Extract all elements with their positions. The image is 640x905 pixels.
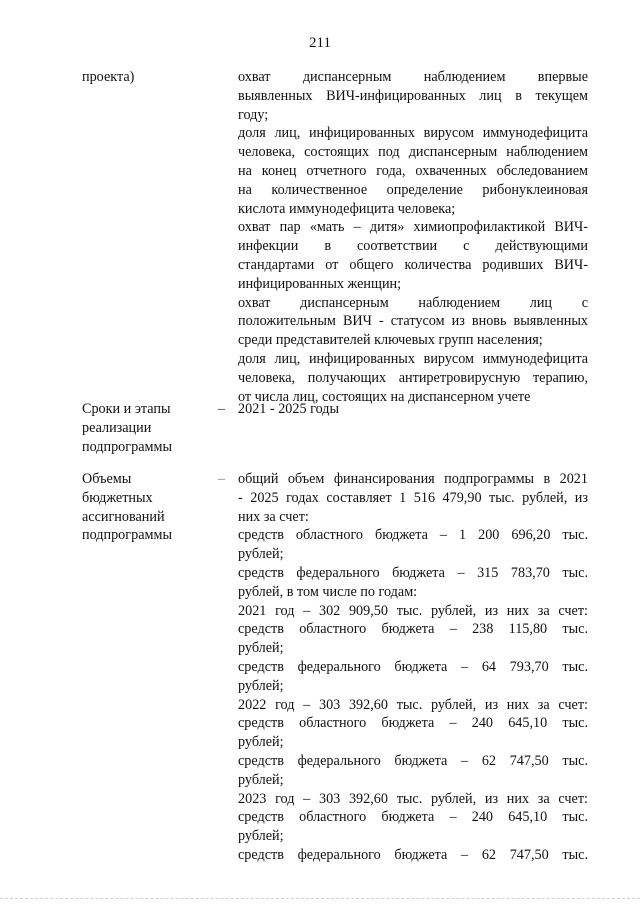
page-bottom-edge	[0, 898, 640, 899]
indicators-text	[238, 68, 588, 406]
text-line: инфицированных женщин;	[238, 275, 402, 292]
label-line: Сроки и этапы	[82, 401, 171, 417]
text-line: общий объем финансирования подпрограммы в 2021	[238, 471, 588, 487]
text-line: средств федерального бюджета – 62 747,50 тыс.	[238, 752, 588, 769]
text-line: среди представителей ключевых групп населения;	[238, 332, 543, 349]
label-line: реализации	[82, 419, 152, 436]
text-line: выявленных ВИЧ-инфицированных лиц в текущем	[238, 87, 588, 104]
text-line: рублей;	[238, 828, 284, 845]
text-line: рублей;	[238, 640, 284, 657]
text-line: рублей, в том числе по годам:	[238, 583, 418, 600]
text-line: доля лиц, инфицированных вирусом иммунодефицита	[238, 125, 588, 142]
separator-dash: –	[218, 471, 226, 487]
text-line: средств федерального бюджета – 315 783,70 тыс.	[238, 564, 588, 581]
text-line: от числа лиц, состоящих на диспансерном учете	[238, 388, 531, 405]
text-line: человека, получающих антиретровирусную терапию,	[238, 369, 588, 386]
text-line: охват пар «мать – дитя» химиопрофилактикой ВИЧ-	[238, 219, 588, 236]
text-line: охват диспансерным наблюдением лиц с	[238, 294, 588, 311]
text-line: положительным ВИЧ - статусом из вновь выявленных	[238, 313, 588, 330]
text-line: инфекции в соответствии с действующими	[238, 238, 588, 255]
indicators-label: проекта)	[82, 69, 135, 85]
text-line: на конец отчетного года, охваченных обследованием	[238, 162, 588, 179]
label-line: Объемы	[82, 471, 132, 487]
text-line: средств областного бюджета – 240 645,10 тыс.	[238, 715, 588, 732]
text-line: кислота иммунодефицита человека;	[238, 200, 456, 217]
text-line: рублей;	[238, 677, 284, 694]
page-number: 211	[309, 35, 331, 51]
text-line: охват диспансерным наблюдением впервые	[238, 69, 588, 85]
text-line: них за счет:	[238, 508, 309, 525]
text-line: 2021 год – 302 909,50 тыс. рублей, из них за счет:	[238, 602, 588, 619]
text-line: доля лиц, инфицированных вирусом иммунодефицита	[238, 350, 588, 367]
text-line: рублей;	[238, 734, 284, 751]
separator-dash: –	[218, 401, 226, 417]
text-line: человека, состоящих под диспансерным наблюдением	[238, 144, 588, 161]
text-line: рублей;	[238, 546, 284, 563]
label-line: подпрограммы	[82, 438, 172, 455]
terms-value	[238, 400, 588, 419]
text-line: средств областного бюджета – 240 645,10 тыс.	[238, 809, 588, 826]
text-line: рублей;	[238, 771, 284, 788]
text-line: 2023 год – 303 392,60 тыс. рублей, из них за счет:	[238, 790, 588, 807]
text-line: средств областного бюджета – 1 200 696,20 тыс.	[238, 527, 588, 544]
text-line: средств федерального бюджета – 64 793,70 тыс.	[238, 658, 588, 675]
text-line: 2021 - 2025 годы	[238, 401, 340, 417]
label-line: бюджетных	[82, 489, 153, 506]
text-line: средств федерального бюджета – 62 747,50 тыс.	[238, 846, 588, 863]
terms-label	[82, 400, 212, 456]
budget-label	[82, 470, 212, 545]
text-line: году;	[238, 106, 269, 123]
text-line: - 2025 годах составляет 1 516 479,90 тыс. рублей, из	[238, 489, 588, 506]
label-line: ассигнований	[82, 508, 165, 525]
text-line: 2022 год – 303 392,60 тыс. рублей, из них за счет:	[238, 696, 588, 713]
text-line: на количественное определение рибонуклеиновая	[238, 181, 588, 198]
text-line: средств областного бюджета – 238 115,80 тыс.	[238, 621, 588, 638]
budget-text	[238, 470, 588, 865]
label-line: подпрограммы	[82, 527, 172, 544]
text-line: стандартами от общего количества родивших ВИЧ-	[238, 256, 588, 273]
